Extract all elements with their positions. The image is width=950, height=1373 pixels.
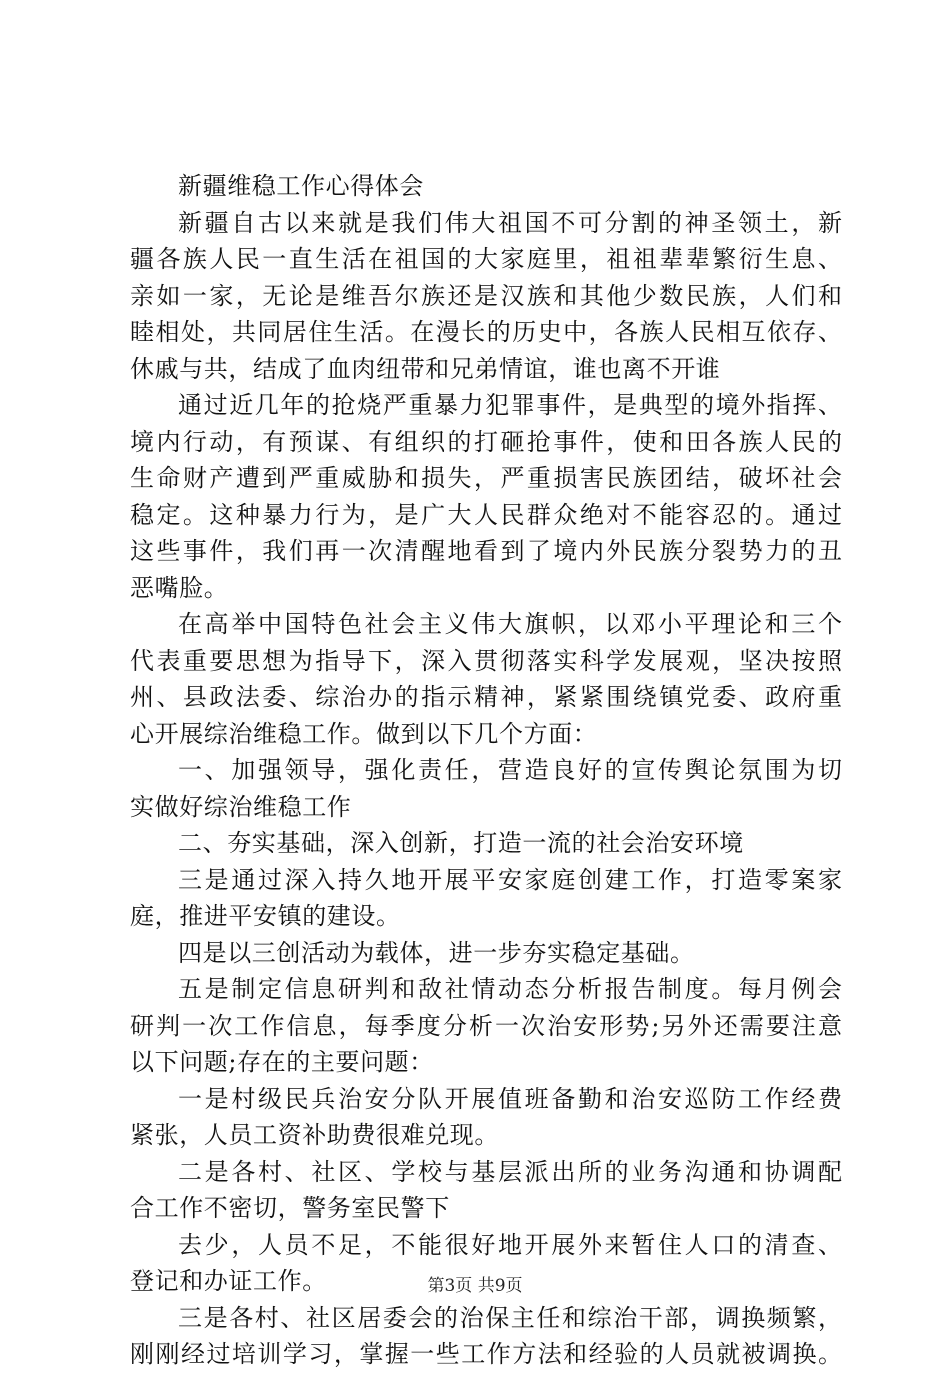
text-line: 亲如一家，无论是维吾尔族还是汉族和其他少数民族，人们和 xyxy=(130,281,842,310)
text-line: 二是各村、社区、学校与基层派出所的业务沟通和协调配 xyxy=(178,1157,842,1186)
text-line: 三是各村、社区居委会的治保主任和综治干部，调换频繁， xyxy=(178,1303,842,1332)
text-line: 这些事件，我们再一次清醒地看到了境内外民族分裂势力的丑 xyxy=(130,537,842,565)
text-line: 二、夯实基础，深入创新，打造一流的社会治安环境 xyxy=(178,829,744,857)
text-line: 通过近几年的抢烧严重暴力犯罪事件，是典型的境外指挥、 xyxy=(178,391,842,419)
text-line: 稳定。这种暴力行为，是广大人民群众绝对不能容忍的。通过 xyxy=(130,500,842,529)
text-line: 登记和办证工作。 xyxy=(130,1267,327,1295)
text-line: 合工作不密切，警务室民警下 xyxy=(130,1194,450,1222)
text-line: 睦相处，共同居住生活。在漫长的历史中，各族人民相互依存、 xyxy=(130,318,842,346)
text-line: 研判一次工作信息，每季度分析一次治安形势;另外还需要注意 xyxy=(130,1011,842,1040)
text-line: 一、加强领导，强化责任，营造良好的宣传舆论氛围为切 xyxy=(178,756,842,784)
text-line: 疆各族人民一直生活在祖国的大家庭里，祖祖辈辈繁衍生息、 xyxy=(130,245,842,273)
text-line: 心开展综治维稳工作。做到以下几个方面： xyxy=(130,719,598,748)
document-title: 新疆维稳工作心得体会 xyxy=(178,172,424,200)
text-line: 恶嘴脸。 xyxy=(130,573,229,602)
document-body xyxy=(130,168,842,1373)
text-line: 刚刚经过培训学习，掌握一些工作方法和经验的人员就被调换。 xyxy=(130,1340,842,1368)
text-line: 州、县政法委、综治办的指示精神，紧紧围绕镇党委、政府重 xyxy=(130,683,842,711)
text-line: 去少，人员不足，不能很好地开展外来暂住人口的清查、 xyxy=(178,1230,842,1259)
page-footer: 第3页 共9页 xyxy=(427,1276,523,1296)
text-line: 四是以三创活动为载体，进一步夯实稳定基础。 xyxy=(178,938,695,967)
text-line: 休戚与共，结成了血肉纽带和兄弟情谊，谁也离不开谁 xyxy=(130,354,721,383)
text-line: 以下问题;存在的主要问题： xyxy=(130,1048,434,1076)
text-line: 庭，推进平安镇的建设。 xyxy=(130,902,401,930)
text-line: 五是制定信息研判和敌社情动态分析报告制度。每月例会 xyxy=(178,975,842,1003)
text-line: 一是村级民兵治安分队开展值班备勤和治安巡防工作经费 xyxy=(178,1084,842,1113)
text-line: 境内行动，有预谋、有组织的打砸抢事件，使和田各族人民的 xyxy=(130,427,842,456)
text-line: 紧张，人员工资补助费很难兑现。 xyxy=(130,1121,499,1149)
text-line: 实做好综治维稳工作 xyxy=(130,792,352,821)
text-line: 三是通过深入持久地开展平安家庭创建工作，打造零案家 xyxy=(178,865,842,894)
text-line: 代表重要思想为指导下，深入贯彻落实科学发展观，坚决按照 xyxy=(130,646,842,675)
text-line: 在高举中国特色社会主义伟大旗帜，以邓小平理论和三个 xyxy=(178,610,842,638)
text-line: 生命财产遭到严重威胁和损失，严重损害民族团结，破坏社会 xyxy=(130,464,842,492)
text-line: 新疆自古以来就是我们伟大祖国不可分割的神圣领土，新 xyxy=(178,208,842,237)
